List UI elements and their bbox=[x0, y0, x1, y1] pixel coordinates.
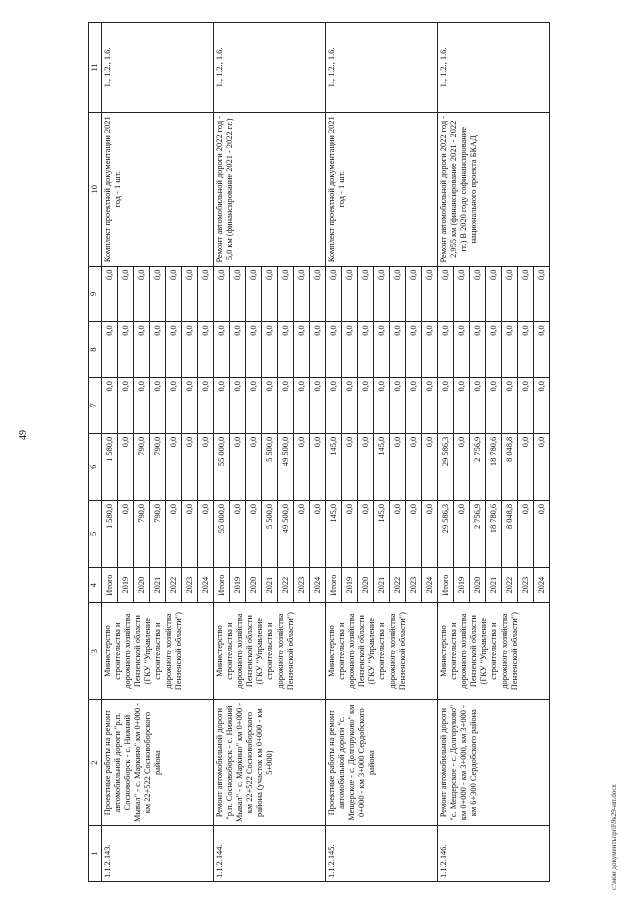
value-cell: 0,0 bbox=[454, 378, 470, 433]
value-cell: 2022 bbox=[502, 568, 518, 602]
value-cell: 0,0 bbox=[230, 322, 246, 377]
federal-budget bbox=[102, 378, 214, 434]
value-cell: 0,0 bbox=[518, 267, 534, 322]
indicator-ref: 1., 1.2., 1.6. bbox=[214, 23, 326, 113]
value-cell: 2024 bbox=[537, 576, 547, 594]
value-cell: 0,0 bbox=[406, 322, 422, 377]
value-cell: 0,0 bbox=[390, 378, 406, 433]
value-cell: 2024 bbox=[313, 576, 323, 594]
value-cell: 0,0 bbox=[486, 378, 502, 433]
indicator-ref: 1., 1.2., 1.6. bbox=[438, 23, 550, 113]
value-cell: 0,0 bbox=[294, 378, 310, 433]
value-cell: 0,0 bbox=[102, 267, 118, 322]
value-cell: 8 048,8 bbox=[502, 501, 518, 567]
year-list bbox=[102, 568, 214, 603]
value-cell: Итого bbox=[102, 568, 118, 602]
value-cell: 0,0 bbox=[313, 381, 323, 392]
value-cell: 18 780,6 bbox=[486, 434, 502, 500]
value-cell: 2021 bbox=[262, 568, 278, 602]
value-cell: 0,0 bbox=[230, 378, 246, 433]
value-cell: 0,0 bbox=[150, 267, 166, 322]
header-cell: 2 bbox=[89, 699, 102, 825]
value-cell: 0,0 bbox=[118, 267, 134, 322]
value-cell: 0,0 bbox=[182, 378, 198, 433]
header-cell: 11 bbox=[89, 23, 102, 113]
value-cell: 0,0 bbox=[294, 434, 310, 500]
value-cell: Итого bbox=[438, 568, 454, 602]
value-cell: 0,0 bbox=[425, 381, 435, 392]
row-number: 1.1.2.145. bbox=[326, 826, 438, 882]
value-cell: 0,0 bbox=[406, 378, 422, 433]
value-cell: 0,0 bbox=[150, 378, 166, 433]
value-cell: 2 756,9 bbox=[470, 434, 486, 500]
executor: Министерство строительства и дорожного хозяйства Пензенской области (ГКУ "Управление строительства и дорожного хозяйства Пензенской области") bbox=[438, 603, 550, 700]
total-funding bbox=[438, 500, 550, 567]
value-cell: 0,0 bbox=[118, 501, 134, 567]
value-cell: 145,0 bbox=[374, 501, 390, 567]
value-cell: 2023 bbox=[518, 568, 534, 602]
header-cell: 8 bbox=[89, 322, 102, 378]
regional-budget bbox=[438, 433, 550, 500]
value-cell: 0,0 bbox=[118, 322, 134, 377]
header-cell: 4 bbox=[89, 568, 102, 603]
value-cell: 0,0 bbox=[313, 325, 323, 336]
value-cell: 0,0 bbox=[166, 434, 182, 500]
value-cell: 0,0 bbox=[246, 501, 262, 567]
value-cell: 0,0 bbox=[537, 503, 547, 515]
value-cell: 0,0 bbox=[102, 322, 118, 377]
value-cell: 29 586,3 bbox=[438, 434, 454, 500]
value-cell: 49 500,0 bbox=[278, 434, 294, 500]
regional-budget bbox=[326, 433, 438, 500]
other-sources bbox=[326, 266, 438, 322]
value-cell: 790,0 bbox=[150, 501, 166, 567]
value-cell: 0,0 bbox=[438, 267, 454, 322]
value-cell: 0,0 bbox=[342, 378, 358, 433]
total-funding bbox=[214, 500, 326, 567]
value-cell: 0,0 bbox=[326, 267, 342, 322]
other-sources bbox=[214, 266, 326, 322]
value-cell: Итого bbox=[214, 568, 230, 602]
value-cell: 0,0 bbox=[390, 322, 406, 377]
value-cell: 0,0 bbox=[313, 269, 323, 281]
value-cell: 0,0 bbox=[486, 322, 502, 377]
value-cell: 0,0 bbox=[214, 322, 230, 377]
value-cell: 49 500,0 bbox=[278, 501, 294, 567]
header-cell: 7 bbox=[89, 378, 102, 434]
value-cell: 790,0 bbox=[150, 434, 166, 500]
executor: Министерство строительства и дорожного хозяйства Пензенской области (ГКУ "Управление строительства и дорожного хозяйства Пензенской области") bbox=[214, 603, 326, 700]
value-cell: 0,0 bbox=[313, 503, 323, 515]
value-cell: 0,0 bbox=[454, 267, 470, 322]
value-cell: 2020 bbox=[470, 568, 486, 602]
value-cell: 0,0 bbox=[214, 267, 230, 322]
value-cell: 0,0 bbox=[201, 269, 211, 281]
value-cell: 0,0 bbox=[470, 378, 486, 433]
value-cell: 0,0 bbox=[201, 436, 211, 448]
value-cell: 2020 bbox=[134, 568, 150, 602]
value-cell: 2020 bbox=[358, 568, 374, 602]
header-cell: 5 bbox=[89, 500, 102, 567]
value-cell: 145,0 bbox=[326, 434, 342, 500]
value-cell: 2019 bbox=[454, 568, 470, 602]
value-cell: 0,0 bbox=[470, 322, 486, 377]
value-cell: 0,0 bbox=[406, 434, 422, 500]
value-cell: 29 586,3 bbox=[438, 501, 454, 567]
expected-result: Ремонт автомобильной дороги 2022 год - 5,0 км (финансирование 2021 - 2022 гг.) bbox=[214, 112, 326, 266]
value-cell: 5 500,0 bbox=[262, 434, 278, 500]
value-cell: 2019 bbox=[342, 568, 358, 602]
other-sources bbox=[102, 266, 214, 322]
value-cell: 2020 bbox=[246, 568, 262, 602]
federal-budget bbox=[438, 378, 550, 434]
value-cell: 2023 bbox=[294, 568, 310, 602]
value-cell: 0,0 bbox=[425, 503, 435, 515]
value-cell: 0,0 bbox=[406, 501, 422, 567]
local-budget bbox=[326, 322, 438, 378]
other-sources bbox=[438, 266, 550, 322]
value-cell: 2022 bbox=[390, 568, 406, 602]
row-number: 1.1.2.143. bbox=[102, 826, 214, 882]
value-cell: 2024 bbox=[425, 576, 435, 594]
value-cell: 2 756,9 bbox=[470, 501, 486, 567]
value-cell: 0,0 bbox=[182, 434, 198, 500]
value-cell: Итого bbox=[326, 568, 342, 602]
header-cell: 9 bbox=[89, 266, 102, 322]
value-cell: 55 000,0 bbox=[214, 501, 230, 567]
value-cell: 0,0 bbox=[246, 267, 262, 322]
value-cell: 8 048,8 bbox=[502, 434, 518, 500]
value-cell: 0,0 bbox=[182, 322, 198, 377]
footer-path: c:\мои документы\pril\9к29-ип.docx bbox=[610, 784, 618, 890]
value-cell: 0,0 bbox=[246, 434, 262, 500]
value-cell: 0,0 bbox=[390, 267, 406, 322]
regional-budget bbox=[214, 433, 326, 500]
value-cell: 0,0 bbox=[454, 434, 470, 500]
value-cell: 145,0 bbox=[326, 501, 342, 567]
value-cell: 0,0 bbox=[201, 325, 211, 336]
header-cell: 1 bbox=[89, 826, 102, 882]
value-cell: 0,0 bbox=[230, 267, 246, 322]
table-row bbox=[326, 23, 438, 882]
value-cell: 2021 bbox=[374, 568, 390, 602]
value-cell: 0,0 bbox=[425, 436, 435, 448]
value-cell: 2023 bbox=[182, 568, 198, 602]
value-cell: 0,0 bbox=[326, 322, 342, 377]
value-cell: 0,0 bbox=[166, 322, 182, 377]
value-cell: 0,0 bbox=[166, 378, 182, 433]
value-cell: 1 580,0 bbox=[102, 501, 118, 567]
value-cell: 0,0 bbox=[425, 269, 435, 281]
value-cell: 0,0 bbox=[201, 381, 211, 392]
value-cell: 0,0 bbox=[358, 322, 374, 377]
value-cell: 2024 bbox=[201, 576, 211, 594]
value-cell: 0,0 bbox=[118, 434, 134, 500]
value-cell: 0,0 bbox=[342, 434, 358, 500]
value-cell: 0,0 bbox=[438, 378, 454, 433]
header-cell: 6 bbox=[89, 433, 102, 500]
value-cell: 0,0 bbox=[294, 267, 310, 322]
value-cell: 0,0 bbox=[278, 322, 294, 377]
value-cell: 0,0 bbox=[342, 501, 358, 567]
value-cell: 0,0 bbox=[214, 378, 230, 433]
value-cell: 0,0 bbox=[374, 267, 390, 322]
year-list bbox=[326, 568, 438, 603]
indicator-ref: 1., 1.2., 1.6. bbox=[102, 23, 214, 113]
value-cell: 0,0 bbox=[486, 267, 502, 322]
value-cell: 0,0 bbox=[182, 501, 198, 567]
value-cell: 0,0 bbox=[342, 322, 358, 377]
value-cell: 0,0 bbox=[518, 501, 534, 567]
value-cell: 790,0 bbox=[134, 501, 150, 567]
federal-budget bbox=[214, 378, 326, 434]
row-number: 1.1.2.144. bbox=[214, 826, 326, 882]
value-cell: 0,0 bbox=[118, 378, 134, 433]
value-cell: 0,0 bbox=[278, 378, 294, 433]
activity-name: Ремонт автомобильной дороги "р.п. Сосновоборск - с. Нижний Мывал" - с. Маркино" км 0+000 - км 22+522 Сосновоборского района (участок км 0+000 - км 5+000) bbox=[214, 699, 326, 825]
value-cell: 0,0 bbox=[454, 322, 470, 377]
activity-name: Проектные работы на ремонт автомобильной дороги "р.п. Сосновоборск - с. Нижний Мывал" - с. Маркино" км 0+000 - км 22+522 Сосновоборского района bbox=[102, 699, 214, 825]
year-list bbox=[214, 568, 326, 603]
header-row bbox=[89, 23, 102, 882]
rotated-table-area bbox=[88, 22, 603, 882]
year-list bbox=[438, 568, 550, 603]
value-cell: 0,0 bbox=[502, 267, 518, 322]
local-budget bbox=[438, 322, 550, 378]
value-cell: 0,0 bbox=[230, 434, 246, 500]
value-cell: 0,0 bbox=[537, 325, 547, 336]
value-cell: 0,0 bbox=[134, 378, 150, 433]
value-cell: 0,0 bbox=[278, 267, 294, 322]
value-cell: 0,0 bbox=[294, 501, 310, 567]
value-cell: 18 780,6 bbox=[486, 501, 502, 567]
page-number: 49 bbox=[18, 430, 29, 440]
value-cell: 0,0 bbox=[182, 267, 198, 322]
value-cell: 2022 bbox=[278, 568, 294, 602]
value-cell: 0,0 bbox=[406, 267, 422, 322]
value-cell: 0,0 bbox=[230, 501, 246, 567]
executor: Министерство строительства и дорожного хозяйства Пензенской области (ГКУ "Управление строительства и дорожного хозяйства Пензенской области") bbox=[326, 603, 438, 700]
value-cell: 0,0 bbox=[390, 434, 406, 500]
value-cell: 0,0 bbox=[502, 322, 518, 377]
value-cell: 0,0 bbox=[134, 267, 150, 322]
value-cell: 0,0 bbox=[166, 501, 182, 567]
value-cell: 0,0 bbox=[537, 436, 547, 448]
value-cell: 0,0 bbox=[454, 501, 470, 567]
value-cell: 0,0 bbox=[502, 378, 518, 433]
value-cell: 2023 bbox=[406, 568, 422, 602]
value-cell: 2021 bbox=[150, 568, 166, 602]
value-cell: 0,0 bbox=[246, 378, 262, 433]
value-cell: 0,0 bbox=[342, 267, 358, 322]
value-cell: 2022 bbox=[166, 568, 182, 602]
header-cell: 3 bbox=[89, 603, 102, 700]
program-table bbox=[88, 22, 550, 882]
value-cell: 0,0 bbox=[390, 501, 406, 567]
value-cell: 0,0 bbox=[294, 322, 310, 377]
value-cell: 0,0 bbox=[358, 434, 374, 500]
value-cell: 1 580,0 bbox=[102, 434, 118, 500]
table-row bbox=[438, 23, 550, 882]
row-number: 1.1.2.146. bbox=[438, 826, 550, 882]
executor: Министерство строительства и дорожного хозяйства Пензенской области (ГКУ "Управление строительства и дорожного хозяйства Пензенской области") bbox=[102, 603, 214, 700]
expected-result: Комплект проектной документации 2021 год - 1 шт. bbox=[326, 112, 438, 266]
total-funding bbox=[102, 500, 214, 567]
value-cell: 0,0 bbox=[374, 322, 390, 377]
value-cell: 2019 bbox=[230, 568, 246, 602]
total-funding bbox=[326, 500, 438, 567]
value-cell: 2019 bbox=[118, 568, 134, 602]
value-cell: 2021 bbox=[486, 568, 502, 602]
value-cell: 0,0 bbox=[374, 378, 390, 433]
value-cell: 55 000,0 bbox=[214, 434, 230, 500]
value-cell: 0,0 bbox=[102, 378, 118, 433]
expected-result: Ремонт автомобильной дороги 2022 год - 2,955 км (финансирование 2021 - 2022 гг.) В 2020 году софинансирование национального проекта БКАД bbox=[438, 112, 550, 266]
value-cell: 0,0 bbox=[262, 378, 278, 433]
value-cell: 0,0 bbox=[313, 436, 323, 448]
regional-budget bbox=[102, 433, 214, 500]
value-cell: 0,0 bbox=[326, 378, 342, 433]
value-cell: 0,0 bbox=[358, 378, 374, 433]
activity-name: Проектные работы на ремонт автомобильной дороги "с. Мещерское - с. Долгоруково" км 0+000 - км 3+000 Сердобского района bbox=[326, 699, 438, 825]
table-row bbox=[214, 23, 326, 882]
value-cell: 0,0 bbox=[537, 269, 547, 281]
activity-name: Ремонт автомобильной дороги "с. Мещерское - с. Долгоруково" км 0+000 - км 3+000, км 3+000 - км 6+300 Сердобского района bbox=[438, 699, 550, 825]
value-cell: 0,0 bbox=[518, 434, 534, 500]
value-cell: 0,0 bbox=[438, 322, 454, 377]
indicator-ref: 1., 1.2., 1.6. bbox=[326, 23, 438, 113]
value-cell: 0,0 bbox=[358, 267, 374, 322]
local-budget bbox=[102, 322, 214, 378]
value-cell: 0,0 bbox=[262, 267, 278, 322]
value-cell: 0,0 bbox=[518, 322, 534, 377]
value-cell: 0,0 bbox=[150, 322, 166, 377]
value-cell: 0,0 bbox=[425, 325, 435, 336]
value-cell: 0,0 bbox=[246, 322, 262, 377]
value-cell: 0,0 bbox=[262, 322, 278, 377]
value-cell: 0,0 bbox=[166, 267, 182, 322]
value-cell: 0,0 bbox=[470, 267, 486, 322]
expected-result: Комплект проектной документации 2021 год - 1 шт. bbox=[102, 112, 214, 266]
value-cell: 0,0 bbox=[201, 503, 211, 515]
value-cell: 0,0 bbox=[134, 322, 150, 377]
value-cell: 145,0 bbox=[374, 434, 390, 500]
header-cell: 10 bbox=[89, 112, 102, 266]
local-budget bbox=[214, 322, 326, 378]
value-cell: 0,0 bbox=[537, 381, 547, 392]
value-cell: 0,0 bbox=[518, 378, 534, 433]
value-cell: 5 500,0 bbox=[262, 501, 278, 567]
value-cell: 0,0 bbox=[358, 501, 374, 567]
table-row bbox=[102, 23, 214, 882]
federal-budget bbox=[326, 378, 438, 434]
value-cell: 790,0 bbox=[134, 434, 150, 500]
